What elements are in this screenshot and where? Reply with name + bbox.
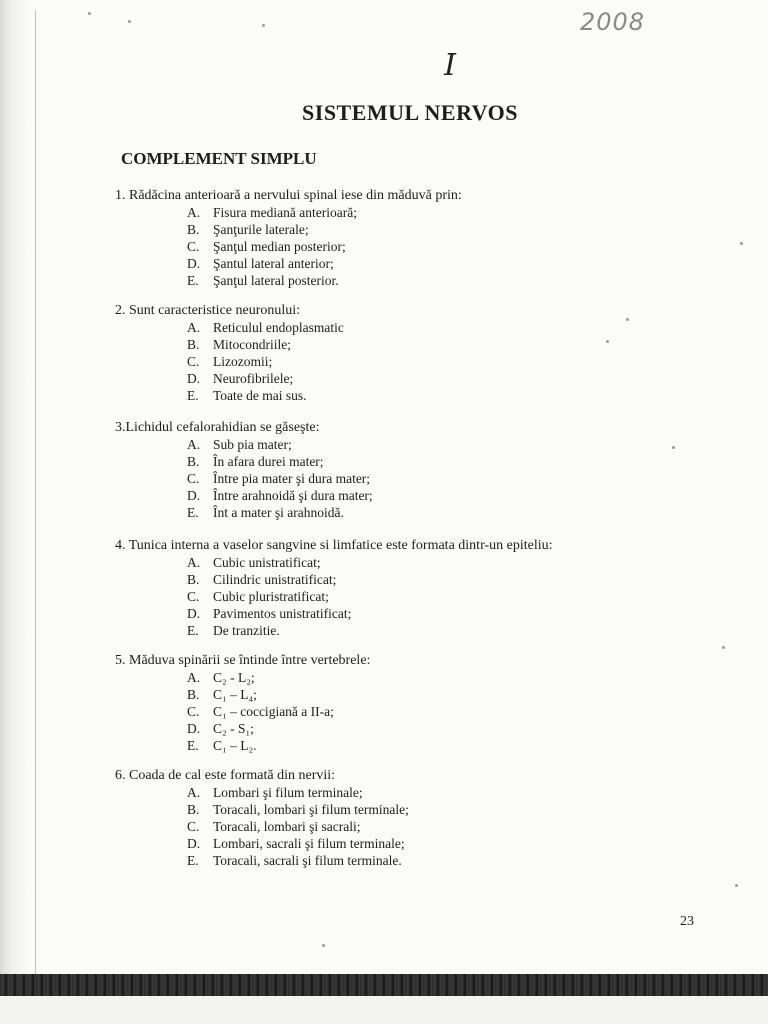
option-item: [187, 255, 735, 272]
option-text: Între pia mater şi dura mater;: [213, 471, 371, 486]
question-text: 2. Sunt caracteristice neuronului:: [115, 303, 301, 318]
handwritten-year: 2008: [580, 8, 646, 36]
option-letter: E.: [187, 623, 199, 638]
option-letter: B.: [187, 454, 200, 469]
page-number: 23: [680, 914, 694, 929]
option-list: [115, 204, 735, 289]
option-item: [187, 470, 735, 487]
question-3: [115, 420, 735, 521]
option-letter: E.: [187, 505, 199, 520]
question-1: [115, 188, 735, 289]
question-text: 6. Coada de cal este formată din nervii:: [115, 768, 336, 783]
option-letter: E.: [187, 273, 199, 288]
option-text: Cubic pluristratificat;: [213, 589, 329, 604]
option-text: Şanţul lateral posterior.: [213, 273, 339, 288]
scan-speck: [262, 24, 265, 27]
question-4: [115, 538, 735, 639]
option-text: C₁ – coccigiană a II-a;: [213, 704, 334, 719]
question-text: 5. Măduva spinării se întinde între vertebrele:: [115, 653, 371, 668]
option-text: C₂ - S₁;: [213, 721, 254, 736]
option-item: [187, 504, 735, 521]
option-text: Toracali, lombari şi sacrali;: [213, 819, 361, 834]
option-item: [187, 669, 735, 686]
option-text: De tranzitie.: [213, 623, 280, 638]
option-item: [187, 801, 735, 818]
scan-speck: [740, 242, 743, 245]
option-item: [187, 204, 735, 221]
scan-binding-line: [35, 10, 36, 980]
option-letter: A.: [187, 785, 201, 800]
option-letter: A.: [187, 320, 201, 335]
option-text: Sub pia mater;: [213, 437, 292, 452]
scan-speck: [322, 944, 325, 947]
option-item: [187, 703, 735, 720]
option-item: [187, 453, 735, 470]
option-letter: E.: [187, 388, 199, 403]
option-item: [187, 622, 735, 639]
scan-speck: [626, 318, 629, 321]
option-text: C₂ - L₂;: [213, 670, 255, 685]
question-6: [115, 768, 735, 869]
option-letter: B.: [187, 337, 200, 352]
option-letter: E.: [187, 738, 199, 753]
option-text: În afara durei mater;: [213, 454, 324, 469]
option-text: Reticulul endoplasmatic: [213, 320, 344, 335]
option-letter: A.: [187, 437, 201, 452]
scan-bottom-band: [0, 974, 768, 996]
option-text: Toracali, sacrali şi filum terminale.: [213, 853, 402, 868]
option-item: [187, 336, 735, 353]
question-text: 1. Rădăcina anterioară a nervului spinal iese din măduvă prin:: [115, 188, 462, 203]
scan-speck: [735, 884, 738, 887]
option-item: [187, 487, 735, 504]
option-letter: C.: [187, 704, 200, 719]
option-list: [115, 669, 735, 754]
option-text: Între arahnoidă şi dura mater;: [213, 488, 373, 503]
option-letter: B.: [187, 572, 200, 587]
scan-bottom-margin: [0, 996, 768, 1024]
chapter-numeral: I: [444, 48, 456, 83]
option-letter: C.: [187, 471, 200, 486]
option-item: [187, 272, 735, 289]
scan-speck: [606, 340, 609, 343]
option-letter: A.: [187, 205, 201, 220]
option-text: Toracali, lombari şi filum terminale;: [213, 802, 409, 817]
option-item: [187, 353, 735, 370]
option-item: [187, 720, 735, 737]
option-item: [187, 686, 735, 703]
option-letter: A.: [187, 555, 201, 570]
option-item: [187, 221, 735, 238]
option-text: Şanţurile laterale;: [213, 222, 309, 237]
option-item: [187, 818, 735, 835]
option-text: C₁ – L₄;: [213, 687, 257, 702]
option-text: C₁ – L₂.: [213, 738, 257, 753]
option-text: Cilindric unistratificat;: [213, 572, 337, 587]
option-item: [187, 784, 735, 801]
question-text: 3.Lichidul cefalorahidian se găseşte:: [115, 420, 320, 435]
option-letter: D.: [187, 256, 201, 271]
option-item: [187, 370, 735, 387]
option-item: [187, 319, 735, 336]
option-text: Lizozomii;: [213, 354, 273, 369]
scan-speck: [672, 446, 675, 449]
option-item: [187, 554, 735, 571]
option-letter: C.: [187, 589, 200, 604]
option-item: [187, 238, 735, 255]
option-letter: D.: [187, 371, 201, 386]
option-letter: B.: [187, 687, 200, 702]
section-heading: COMPLEMENT SIMPLU: [121, 149, 317, 168]
option-letter: B.: [187, 222, 200, 237]
question-text: 4. Tunica interna a vaselor sangvine si limfatice este formata dintr-un epiteliu:: [115, 538, 553, 553]
option-text: Înt a mater şi arahnoidă.: [213, 505, 344, 520]
option-text: Şanţul median posterior;: [213, 239, 346, 254]
option-item: [187, 737, 735, 754]
option-item: [187, 852, 735, 869]
scan-speck: [88, 12, 91, 15]
option-item: [187, 835, 735, 852]
scan-left-edge: [0, 0, 30, 1024]
option-letter: C.: [187, 819, 200, 834]
option-letter: E.: [187, 853, 199, 868]
question-2: [115, 303, 735, 404]
option-letter: D.: [187, 488, 201, 503]
option-letter: C.: [187, 239, 200, 254]
option-text: Fisura mediană anterioară;: [213, 205, 357, 220]
option-item: [187, 605, 735, 622]
option-letter: A.: [187, 670, 201, 685]
option-list: [115, 554, 735, 639]
option-letter: B.: [187, 802, 200, 817]
option-letter: D.: [187, 836, 201, 851]
option-text: Toate de mai sus.: [213, 388, 307, 403]
option-text: Lombari, sacrali şi filum terminale;: [213, 836, 405, 851]
question-5: [115, 653, 735, 754]
option-text: Neurofibrilele;: [213, 371, 294, 386]
option-letter: D.: [187, 606, 201, 621]
scan-speck: [722, 646, 725, 649]
option-letter: D.: [187, 721, 201, 736]
option-letter: C.: [187, 354, 200, 369]
option-text: Şantul lateral anterior;: [213, 256, 334, 271]
option-text: Pavimentos unistratificat;: [213, 606, 352, 621]
option-item: [187, 571, 735, 588]
option-item: [187, 436, 735, 453]
option-text: Lombari şi filum terminale;: [213, 785, 363, 800]
option-text: Cubic unistratificat;: [213, 555, 321, 570]
option-item: [187, 387, 735, 404]
option-text: Mitocondriile;: [213, 337, 291, 352]
page-title: SISTEMUL NERVOS: [302, 100, 518, 125]
scan-speck: [128, 20, 131, 23]
option-list: [115, 319, 735, 404]
option-list: [115, 436, 735, 521]
option-item: [187, 588, 735, 605]
option-list: [115, 784, 735, 869]
